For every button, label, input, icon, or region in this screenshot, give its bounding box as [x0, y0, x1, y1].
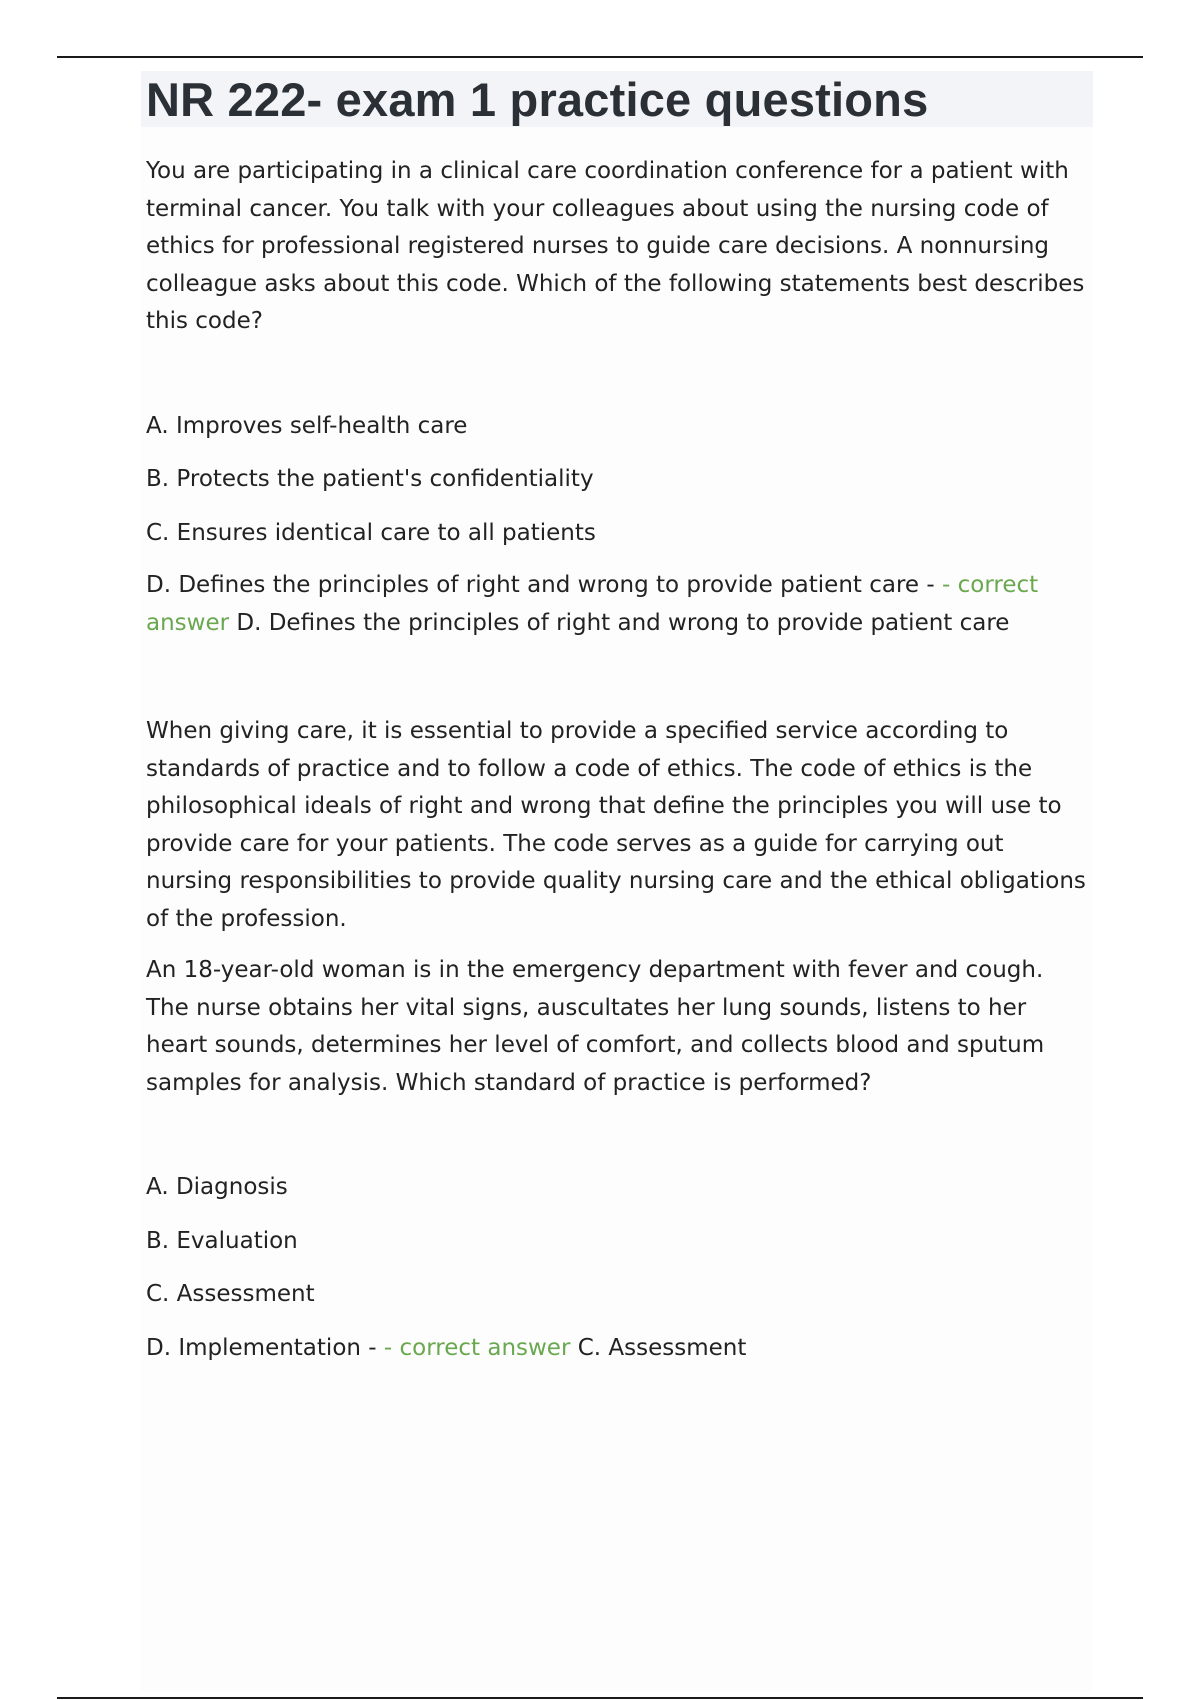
question-2-correct-label: - correct answer	[383, 1335, 571, 1361]
question-1-correct-label: - correct answer	[146, 572, 1039, 636]
question-2-stem: An 18-year-old woman is in the emergency department with fever and cough. The nurse obtains her vital signs, auscultates her lung sounds, listens to her heart sounds, determines her level of comfort, and collects blood and sputum samples for analysis. Which standard of practice is performed?	[146, 957, 1045, 1096]
question-1-option-b: B. Protects the patient's confidentiality	[146, 466, 594, 492]
question-1-option-a: A. Improves self-health care	[146, 413, 468, 439]
question-1-stem: You are participating in a clinical care coordination conference for a patient with terminal cancer. You talk with your colleagues about using the nursing code of ethics for professional registered nurses to guide care decisions. A nonnursing colleague asks about this code. Which of the following statements best describes this code?	[146, 158, 1085, 334]
document-title: NR 222- exam 1 practice questions	[146, 73, 929, 126]
question-2-option-d-text: D. Implementation -	[146, 1335, 384, 1361]
question-1-option-c: C. Ensures identical care to all patients	[146, 520, 596, 546]
question-1-rationale: When giving care, it is essential to provide a specified service according to standards of practice and to follow a code of ethics. The code of ethics is the philosophical ideals of right and wrong that define the principles you will use to provide care for your patients. The code serves as a guide for carrying out nursing responsibilities to provide quality nursing care and the ethical obligations of the profession.	[146, 718, 1086, 932]
question-2-option-c: C. Assessment	[146, 1281, 315, 1307]
question-1-correct-answer: D. Defines the principles of right and wrong to provide patient care	[229, 609, 1010, 636]
question-1-option-d-text: D. Defines the principles of right and wrong to provide patient care -	[146, 572, 942, 598]
question-2-correct-answer: C. Assessment	[570, 1335, 747, 1361]
question-1-option-d	[146, 567, 1086, 642]
question-2-option-a: A. Diagnosis	[146, 1174, 288, 1200]
question-2-option-b: B. Evaluation	[146, 1228, 298, 1254]
top-rule	[57, 56, 1143, 58]
question-2-option-d	[146, 1330, 1086, 1368]
bottom-rule	[57, 1697, 1143, 1699]
